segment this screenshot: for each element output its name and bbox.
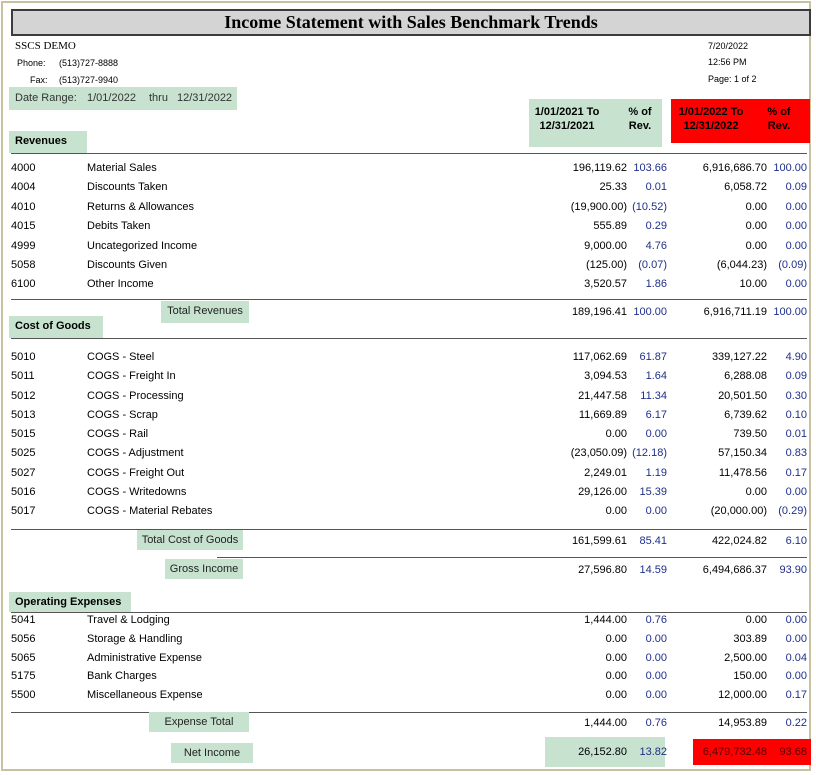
account-code: 6100 [11, 278, 36, 291]
table-row [11, 686, 807, 704]
prior-amount: 2,249.01 [584, 466, 627, 479]
account-code: 4010 [11, 200, 36, 213]
prior-percent: (0.07) [638, 259, 667, 271]
account-code: 5011 [11, 370, 35, 383]
table-row [11, 649, 807, 667]
company-name: SSCS DEMO [15, 40, 76, 52]
table-row [11, 256, 807, 274]
prior-percent: 1.19 [645, 466, 667, 479]
prior-percent: 61.87 [639, 351, 667, 363]
prior-amount: 3,520.57 [584, 278, 627, 291]
account-name: Bank Charges [87, 670, 157, 683]
account-code: 5175 [11, 670, 36, 683]
account-name: Material Sales [87, 162, 157, 174]
gross-income-current-pct: 93.90 [779, 564, 807, 576]
account-code: 5010 [11, 351, 36, 363]
current-percent: 0.00 [785, 239, 807, 252]
expense-total-prior-pct: 0.76 [645, 717, 667, 729]
current-amount: 20,501.50 [718, 389, 767, 402]
current-percent: 0.30 [785, 389, 807, 402]
table-row [11, 387, 807, 405]
current-amount: 303.89 [733, 632, 767, 645]
current-amount: 12,000.00 [718, 689, 767, 702]
account-code: 4015 [11, 220, 36, 233]
net-income-current: 6,479,732.48 [702, 746, 767, 758]
prior-percent-header: % of Rev. [628, 106, 652, 132]
fax-label: Fax: [30, 75, 48, 85]
account-code: 5065 [11, 651, 36, 664]
table-row [11, 367, 807, 385]
account-code: 5058 [11, 259, 36, 271]
prior-percent: 0.00 [645, 428, 667, 440]
table-row [11, 217, 807, 235]
current-amount: 2,500.00 [724, 651, 767, 664]
current-amount: 150.00 [733, 670, 767, 683]
prior-amount: 0.00 [605, 651, 627, 664]
report-date: 7/20/2022 [708, 41, 749, 51]
gross-divider [217, 557, 807, 558]
table-row [11, 275, 807, 293]
expense-total-prior: 1,444.00 [584, 717, 627, 729]
prior-percent: 6.17 [645, 408, 667, 421]
account-name: COGS - Adjustment [87, 447, 184, 460]
account-code: 5027 [11, 466, 36, 479]
expense-total-current-pct: 0.22 [785, 717, 807, 729]
current-percent: 100.00 [773, 162, 807, 174]
prior-amount: 0.00 [605, 632, 627, 645]
phone-label: Phone: [17, 58, 46, 68]
expense-total-current: 14,953.89 [718, 717, 767, 729]
account-code: 4000 [11, 162, 36, 174]
table-row [11, 630, 807, 648]
current-amount: 6,739.62 [724, 408, 767, 421]
prior-amount: 0.00 [605, 505, 627, 517]
prior-amount: 117,062.69 [572, 351, 627, 363]
account-name: COGS - Freight Out [87, 466, 185, 479]
prior-percent: 0.00 [645, 670, 667, 683]
current-amount: 739.50 [733, 428, 767, 440]
table-row [11, 237, 807, 255]
net-income-prior: 26,152.80 [578, 746, 627, 758]
current-percent: 0.09 [785, 181, 807, 194]
gross-income-prior-pct: 14.59 [639, 564, 667, 576]
prior-percent: 4.76 [645, 239, 667, 252]
prior-percent: 11.34 [640, 389, 667, 402]
prior-percent: 15.39 [639, 485, 667, 498]
prior-percent: 0.00 [645, 632, 667, 645]
prior-amount: 0.00 [605, 428, 627, 440]
account-name: COGS - Scrap [87, 408, 158, 421]
total-cogs-current-pct: 6.10 [785, 535, 807, 547]
current-percent: 0.09 [785, 370, 807, 383]
current-amount: 339,127.22 [711, 351, 767, 363]
total-cogs-current: 422,024.82 [711, 535, 767, 547]
total-revenues-prior: 189,196.41 [571, 306, 627, 318]
income-statement-report [1, 1, 811, 771]
account-name: COGS - Steel [87, 351, 155, 363]
total-cogs-prior: 161,599.61 [571, 535, 627, 547]
current-percent: 0.00 [785, 278, 807, 291]
current-percent: 0.00 [785, 200, 807, 213]
prior-amount: 555.89 [593, 220, 627, 233]
report-title: Income Statement with Sales Benchmark Trends [11, 9, 811, 36]
prior-percent: (10.52) [632, 200, 667, 213]
cogs-total-divider [11, 529, 807, 530]
prior-percent: 0.76 [645, 614, 667, 626]
current-percent: 0.00 [785, 485, 807, 498]
current-percent: 0.00 [785, 632, 807, 645]
account-name: COGS - Writedowns [87, 485, 187, 498]
account-code: 5500 [11, 689, 36, 702]
gross-income-prior: 27,596.80 [578, 564, 627, 576]
date-range-start: 1/01/2022 [87, 92, 136, 104]
current-percent: 0.17 [785, 466, 807, 479]
current-percent: 0.00 [785, 614, 807, 626]
account-name: Debits Taken [87, 220, 151, 233]
net-income-current-pct: 93.68 [779, 746, 807, 758]
gross-income-label: Gross Income [165, 559, 243, 579]
expense-total-row [11, 714, 807, 732]
current-amount: 0.00 [745, 200, 767, 213]
current-percent: 0.04 [785, 651, 807, 664]
gross-income-current: 6,494,686.37 [702, 564, 767, 576]
current-amount: (20,000.00) [710, 505, 767, 517]
total-revenues-row [11, 303, 807, 321]
prior-amount: 21,447.58 [578, 389, 627, 402]
account-name: COGS - Processing [87, 389, 184, 402]
prior-amount: 196,119.62 [572, 162, 627, 174]
account-name: COGS - Rail [87, 428, 149, 440]
account-code: 5017 [11, 505, 36, 517]
expense-total-label: Expense Total [149, 712, 249, 732]
phone-number: (513)727-8888 [59, 58, 119, 68]
account-code: 5013 [11, 408, 36, 421]
date-range-label: Date Range: [15, 92, 77, 104]
table-row [11, 502, 807, 520]
table-row [11, 611, 807, 629]
current-percent: (0.29) [778, 505, 807, 517]
revenues-heading: Revenues [9, 131, 87, 153]
table-row [11, 667, 807, 685]
total-cogs-row [11, 532, 807, 550]
table-row [11, 178, 807, 196]
prior-percent: 0.01 [645, 181, 667, 194]
prior-amount: 11,669.89 [578, 408, 627, 421]
page-number: Page: 1 of 2 [708, 74, 757, 84]
account-code: 4999 [11, 239, 36, 252]
prior-amount: (125.00) [586, 259, 627, 271]
account-code: 5056 [11, 632, 36, 645]
revenues-divider [11, 153, 807, 154]
current-percent: (0.09) [778, 259, 807, 271]
total-revenues-current-pct: 100.00 [773, 306, 807, 318]
current-amount: 6,058.72 [724, 181, 767, 194]
table-row [11, 444, 807, 462]
account-code: 5015 [11, 428, 36, 440]
current-amount: 0.00 [745, 220, 767, 233]
opex-heading: Operating Expenses [9, 592, 131, 612]
current-amount: 0.00 [745, 485, 767, 498]
revenues-total-divider [11, 299, 807, 300]
current-percent: 0.10 [785, 408, 807, 421]
table-row [11, 425, 807, 443]
current-amount: 11,478.56 [718, 466, 767, 479]
prior-percent: 0.00 [645, 689, 667, 702]
account-name: Returns & Allowances [87, 200, 194, 213]
account-name: Miscellaneous Expense [87, 689, 203, 702]
net-income-prior-pct: 13.82 [639, 746, 667, 758]
current-amount: (6,044.23) [716, 259, 767, 271]
account-name: Travel & Lodging [87, 614, 170, 626]
current-percent: 0.83 [785, 447, 807, 460]
total-revenues-current: 6,916,711.19 [703, 306, 767, 318]
total-revenues-prior-pct: 100.00 [633, 306, 667, 318]
net-income-label: Net Income [171, 743, 253, 763]
net-income-row [11, 743, 807, 761]
prior-percent: 0.29 [645, 220, 667, 233]
current-amount: 0.00 [745, 614, 767, 626]
account-code: 5041 [11, 614, 36, 626]
date-range-box [9, 87, 237, 110]
prior-amount: 9,000.00 [584, 239, 627, 252]
prior-amount: 0.00 [605, 670, 627, 683]
table-row [11, 406, 807, 424]
account-code: 5016 [11, 485, 36, 498]
prior-amount: (23,050.09) [570, 447, 627, 460]
table-row [11, 198, 807, 216]
current-percent: 4.90 [785, 351, 807, 363]
report-time: 12:56 PM [708, 57, 747, 67]
account-name: Other Income [87, 278, 154, 291]
current-period-header: 1/01/2022 To 12/31/2022 [678, 106, 744, 132]
current-percent-header: % of Rev. [767, 106, 791, 132]
prior-percent: 0.00 [645, 651, 667, 664]
total-cogs-prior-pct: 85.41 [639, 535, 667, 547]
prior-percent: (12.18) [632, 447, 667, 460]
prior-percent: 103.66 [633, 162, 667, 174]
current-percent: 0.00 [785, 220, 807, 233]
prior-period-header: 1/01/2021 To 12/31/2021 [534, 106, 600, 132]
table-row [11, 464, 807, 482]
prior-amount: 1,444.00 [584, 614, 627, 626]
total-revenues-label: Total Revenues [161, 301, 249, 323]
current-percent: 0.17 [785, 689, 807, 702]
current-amount: 6,916,686.70 [702, 162, 767, 174]
prior-percent: 1.86 [645, 278, 667, 291]
current-percent: 0.01 [785, 428, 807, 440]
total-cogs-label: Total Cost of Goods [137, 530, 243, 550]
opex-total-divider [11, 712, 807, 713]
prior-amount: 29,126.00 [578, 485, 627, 498]
current-amount: 57,150.34 [718, 447, 767, 460]
current-amount: 6,288.08 [724, 370, 767, 383]
current-amount: 10.00 [739, 278, 767, 291]
account-code: 4004 [11, 181, 36, 194]
current-amount: 0.00 [745, 239, 767, 252]
account-code: 5025 [11, 447, 36, 460]
account-name: Administrative Expense [87, 651, 202, 664]
account-name: Discounts Taken [87, 181, 168, 194]
prior-percent: 1.64 [645, 370, 667, 383]
account-name: Storage & Handling [87, 632, 183, 645]
prior-amount: 25.33 [599, 181, 627, 194]
table-row [11, 159, 807, 177]
prior-amount: 3,094.53 [584, 370, 627, 383]
cogs-heading: Cost of Goods [9, 316, 103, 338]
fax-number: (513)727-9940 [59, 75, 119, 85]
current-percent: 0.00 [785, 670, 807, 683]
account-name: Uncategorized Income [87, 239, 198, 252]
table-row [11, 348, 807, 366]
table-row [11, 483, 807, 501]
prior-amount: (19,900.00) [570, 200, 627, 213]
gross-income-row [11, 561, 807, 579]
date-range-thru: thru [149, 92, 168, 104]
account-name: COGS - Material Rebates [87, 505, 213, 517]
cogs-divider [11, 338, 807, 339]
account-name: Discounts Given [87, 259, 168, 271]
account-code: 5012 [11, 389, 36, 402]
account-name: COGS - Freight In [87, 370, 176, 383]
prior-amount: 0.00 [605, 689, 627, 702]
date-range-end: 12/31/2022 [177, 92, 233, 104]
prior-percent: 0.00 [645, 505, 667, 517]
